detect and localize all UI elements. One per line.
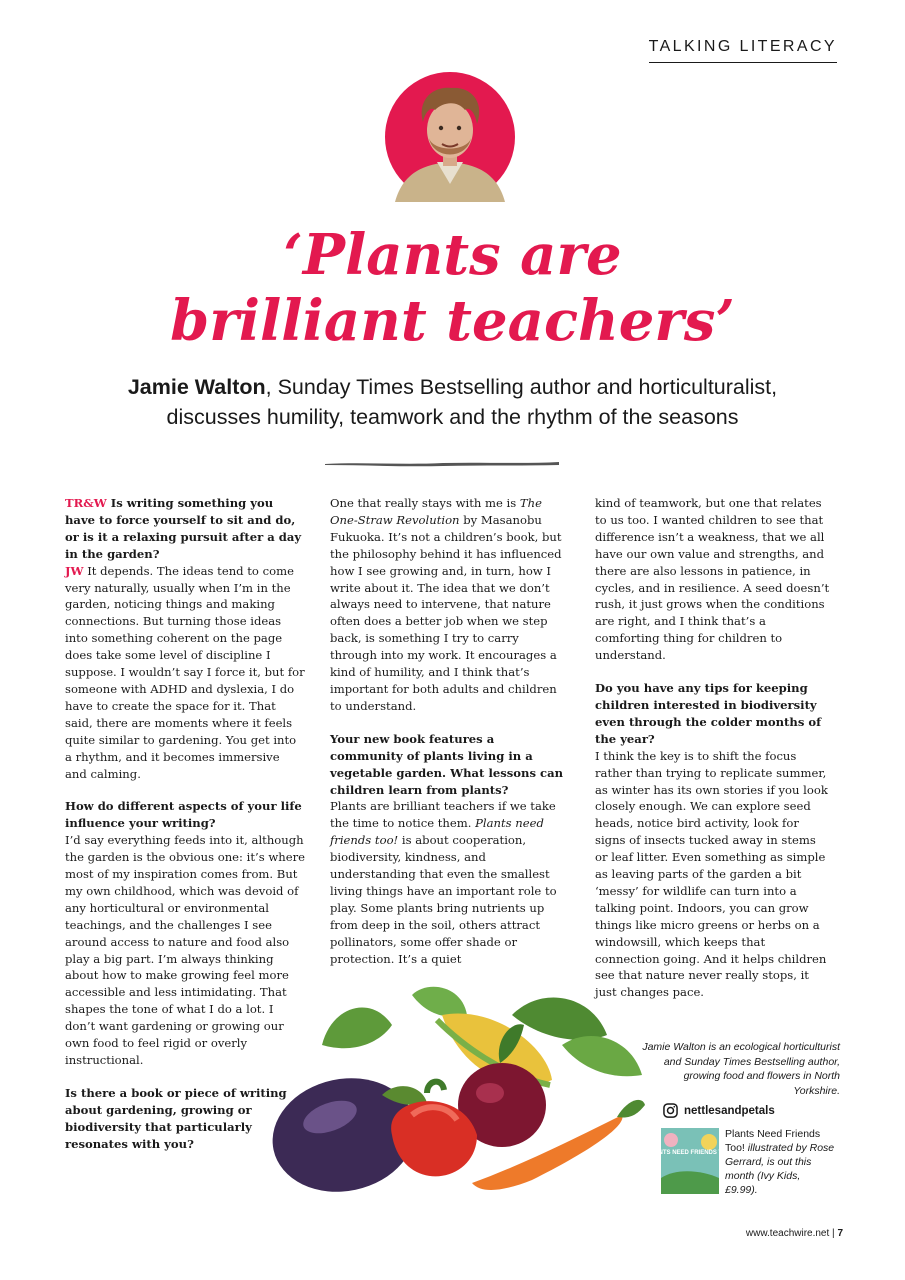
question-4: Your new book features a community of plants living in a vegetable garden. What lessons can children learn from plants? (330, 731, 564, 797)
question-prefix: TR&W (65, 496, 107, 510)
instagram-icon (663, 1103, 678, 1118)
headline-line-1: ‘Plants are (283, 222, 622, 288)
question-2: How do different aspects of your life influence your writing? (65, 799, 302, 831)
book-cover (646, 1128, 734, 1194)
page-footer (746, 1228, 843, 1239)
brush-divider (323, 459, 561, 467)
book-cover-title (647, 1150, 734, 1156)
answer-2: I’d say everything feeds into it, although the garden is the obvious one: it’s where most of my inspiration comes from. But my own childhood, which was devoid of any horticultural or environmental teachings, and the challenges I see around access to nature and food also play a big part. I’m always thinking about how to make growing feel more accessible and less intimidating. That shapes the tone of what I do a lot. I don’t want gardening or growing our own food to feel rigid or overly instructional. (65, 833, 305, 1067)
page-number: 7 (837, 1228, 843, 1239)
question-1-text: Is writing something you have to force yourself to sit and do, or is it a relaxing pursuit after a day in the garden? (65, 496, 302, 561)
author-bio: Jamie Walton is an ecological horticulturist and Sunday Times Bestselling author, growing food and flowers in North Yorkshire. (642, 1041, 840, 1097)
social-handle-text[interactable]: nettlesandpetals (684, 1104, 775, 1117)
answer-3 (330, 495, 565, 715)
book-cover-title-line-1: PLANTS NEED FRIENDS TOO! (646, 1150, 734, 1156)
portrait-icon (385, 72, 515, 202)
book-title-plants: Plants need friends too! (330, 816, 544, 848)
headline (0, 222, 905, 354)
question-3: Is there a book or piece of writing about gardening, growing or biodiversity that particularly resonates with you? (65, 1085, 287, 1151)
standfirst-line-1: , Sunday Times Bestselling author and horticulturalist, (265, 375, 778, 399)
answer-4-start: Plants are brilliant teachers if we take the time to notice them. (330, 799, 556, 831)
answer-3-start: One that really stays with me is (330, 496, 520, 510)
book-title: Plants Need Friends Too! (725, 1128, 821, 1154)
answer-prefix: JW (65, 563, 84, 578)
answer-4-rest: is about cooperation, biodiversity, kindness, and understanding that even the smallest living things have an important role to play. Some plants bring nutrients up from deep in the soil, others attract pollinators, some offer shade or protection. It’s a quiet (330, 833, 557, 966)
author-portrait (385, 72, 515, 202)
answer-3-rest: by Masanobu Fukuoka. It’s not a children’s book, but the philosophy behind it has influenced how I see growing and, in turn, how I write about it. The idea that we don’t always need to intervene, that nature often does a better job when we step back, is something I try to carry through into my work. It encourages a kind of humility, and I think that’s important for both adults and children to understand. (330, 512, 562, 713)
section-label: TALKING LITERACY (649, 38, 837, 63)
social-handle[interactable] (663, 1103, 775, 1118)
standfirst (60, 372, 845, 432)
headline-line-2: brilliant teachers’ (170, 288, 735, 354)
book-details (725, 1127, 835, 1197)
column-3 (595, 495, 830, 1001)
standfirst-line-2: discusses humility, teamwork and the rhythm of the seasons (166, 405, 739, 429)
book-title-one-straw: The One-Straw Revolution (330, 496, 542, 527)
answer-4 (330, 798, 565, 967)
vegetables-illustration (262, 985, 647, 1213)
column-2 (330, 495, 565, 967)
footer-url[interactable]: www.teachwire.net | (745, 1228, 838, 1239)
book-details-text: illustrated by Rose Gerrard, is out this month (Ivy Kids, £9.99). (725, 1142, 835, 1196)
answer-1 (65, 563, 305, 783)
answer-4-continued: kind of teamwork, but one that relates to us too. I wanted children to see that difference isn’t a weakness, that we all have our own value and strengths, and there are also lessons in patience, in cycles, and in resilience. A seed doesn’t rush, it just grows when the conditions are right, and I think that’s a comforting thing for children to understand. (595, 496, 830, 663)
author-name: Jamie Walton (127, 375, 266, 399)
answer-5: I think the key is to shift the focus rather than trying to replicate summer, as winter has its own stories if you look closely enough. We can explore seed heads, notice bird activity, look for signs of insects tucked away in stems or leaf litter. Even something as simple as leaving parts of the garden a bit ‘messy’ for wildlife can turn into a talking point. Indoors, you can grow things like micro greens or herbs on a windowsill, which keeps that connection going. And it helps children see that nature never really stops, it just changes pace. (595, 748, 828, 1000)
question-1 (65, 495, 305, 563)
question-5: Do you have any tips for keeping children interested in biodiversity even through the colder months of the year? (595, 681, 822, 746)
answer-1-text: It depends. The ideas tend to come very naturally, usually when I’m in the garden, noticing things and making connections. But turning those ideas into something coherent on the page does take some level of discipline I suppose. I wouldn’t say I force it, but for someone with ADHD and dyslexia, I do have to create the space for it. That said, there are moments where it feels quite similar to gardening. You get into a rhythm, and it becomes immersive and calming. (65, 563, 305, 781)
